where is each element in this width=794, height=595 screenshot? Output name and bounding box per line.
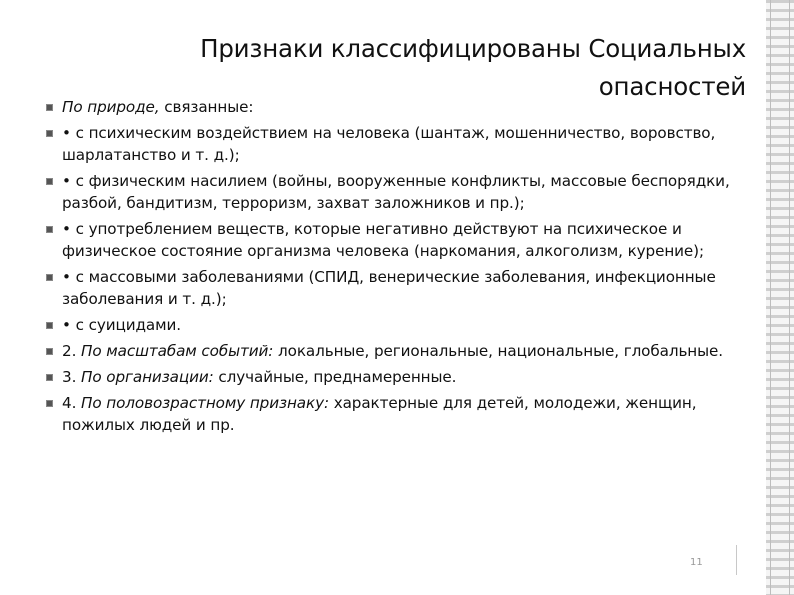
list-item [46, 314, 746, 336]
list-item [46, 218, 746, 262]
list-item [46, 122, 746, 166]
page-number-divider [736, 545, 737, 575]
item-text: • с массовыми заболеваниями (СПИД, венерические заболевания, инфекционные заболевания и т. д.); [62, 268, 716, 308]
item-number: 3. [62, 368, 82, 386]
square-bullet-icon [46, 348, 53, 355]
square-bullet-icon [46, 274, 53, 281]
item-text: • с суицидами. [62, 316, 181, 334]
item-text: • с физическим насилием (войны, вооруженные конфликты, массовые беспорядки, разбой, бандитизм, терроризм, захват заложников и пр.); [62, 172, 730, 212]
square-bullet-icon [46, 400, 53, 407]
page-number: 11 [690, 557, 703, 568]
item-number: 2. [62, 342, 82, 360]
square-bullet-icon [46, 130, 53, 137]
item-text: связанные: [159, 98, 254, 116]
list-item [46, 96, 746, 118]
item-lead: По природе, [62, 98, 160, 116]
bullet-list [46, 96, 746, 440]
square-bullet-icon [46, 178, 53, 185]
square-bullet-icon [46, 322, 53, 329]
list-item [46, 392, 746, 436]
item-text: • с употреблением веществ, которые негативно действуют на психическое и физическое состояние организма человека (наркомания, алкоголизм, курение); [62, 220, 705, 260]
list-item [46, 366, 746, 388]
list-item [46, 340, 746, 362]
item-lead: По половозрастному признаку: [81, 394, 329, 412]
item-number: 4. [62, 394, 82, 412]
item-text: характерные для детей, молодежи, женщин, пожилых людей и пр. [62, 394, 697, 434]
list-item [46, 170, 746, 214]
square-bullet-icon [46, 374, 53, 381]
item-text: случайные, преднамеренные. [213, 368, 457, 386]
slide-title: Признаки классифицированы Социальных опасностей [200, 34, 746, 101]
film-strip-border [766, 0, 794, 595]
square-bullet-icon [46, 226, 53, 233]
item-text: локальные, региональные, национальные, глобальные. [273, 342, 723, 360]
item-lead: По масштабам событий: [81, 342, 274, 360]
item-text: • с психическим воздействием на человека (шантаж, мошенничество, воровство, шарлатанство и т. д.); [62, 124, 716, 164]
list-item [46, 266, 746, 310]
square-bullet-icon [46, 104, 53, 111]
item-lead: По организации: [81, 368, 214, 386]
